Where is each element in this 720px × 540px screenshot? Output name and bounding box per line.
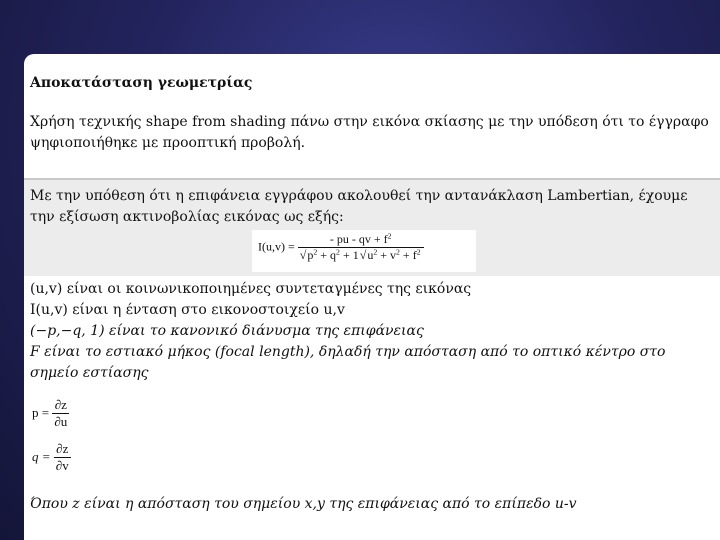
formula-fraction: [298, 233, 424, 262]
sqrt-2: [366, 247, 421, 262]
definition-uv: (u,v) είναι οι κοινωνικοποιημένες συντεταγμένες της εικόνας: [30, 281, 472, 297]
definition-normal: (−p,−q, 1) είναι το κανονικό διάνυσμα της επιφάνειας: [30, 323, 424, 339]
den-v: + v: [377, 247, 397, 262]
definition-focal-length: F είναι το εστιακό μήκος (focal length), δηλαδή την απόσταση από το οπτικό κέντρο στο σημείο εστίασης: [30, 344, 666, 381]
p-numerator: ∂z: [54, 397, 67, 412]
sup-q: 2: [336, 247, 340, 257]
q-formula: [32, 442, 71, 474]
den-one: + 1: [339, 247, 359, 262]
numerator-text: - pu - qv + f: [329, 232, 388, 246]
sup-u: 2: [373, 247, 378, 257]
p-fraction: [52, 398, 69, 430]
p-formula: [32, 398, 69, 430]
formula-lhs: I(u,v) =: [258, 239, 295, 254]
p-lhs: p =: [32, 404, 50, 420]
den-q: + q: [317, 247, 337, 262]
den-p: p: [307, 247, 314, 262]
q-numerator: ∂z: [56, 441, 69, 456]
q-denominator: ∂v: [55, 457, 69, 473]
intro-paragraph: Χρήση τεχνικής shape from shading πάνω στην εικόνα σκίασης με την υπόδεση ότι το έγγραφο ψηφιοποιήθηκε με προοπτική προβολή.: [30, 114, 709, 151]
sqrt-symbol-2: √: [359, 247, 367, 262]
footnote: Όπου z είναι η απόσταση του σημείου x,y της επιφάνειας από το επίπεδο u-v: [30, 496, 577, 512]
sup-f2: 2: [416, 247, 421, 257]
q-fraction: [54, 442, 71, 474]
irradiance-formula-panel: [252, 230, 476, 272]
den-u: u: [367, 247, 374, 262]
formula-box: [24, 178, 720, 540]
p-denominator: ∂u: [54, 413, 68, 429]
den-f: + f: [399, 247, 417, 262]
definition-intensity: I(u,v) είναι η ένταση στο εικονοστοιχείο u,v: [30, 302, 345, 318]
formula-numerator: [328, 233, 394, 247]
sup-f: 2: [387, 231, 392, 241]
irradiance-formula: [258, 233, 424, 262]
slide-title: Αποκατάσταση γεωμετρίας: [30, 75, 253, 91]
sqrt-symbol-1: √: [299, 247, 307, 262]
sup-v: 2: [396, 247, 400, 257]
slide-content: [24, 54, 720, 540]
sup-p: 2: [313, 247, 318, 257]
formula-denominator: [298, 247, 424, 262]
lambertian-lead: Με την υπόθεση ότι η επιφάνεια εγγράφου ακολουθεί την αντανάκλαση Lambertian, έχουμε την εξίσωση ακτινοβολίας εικόνας ως εξής:: [30, 188, 688, 225]
sqrt-1: [306, 247, 359, 262]
q-lhs: q =: [32, 448, 51, 464]
